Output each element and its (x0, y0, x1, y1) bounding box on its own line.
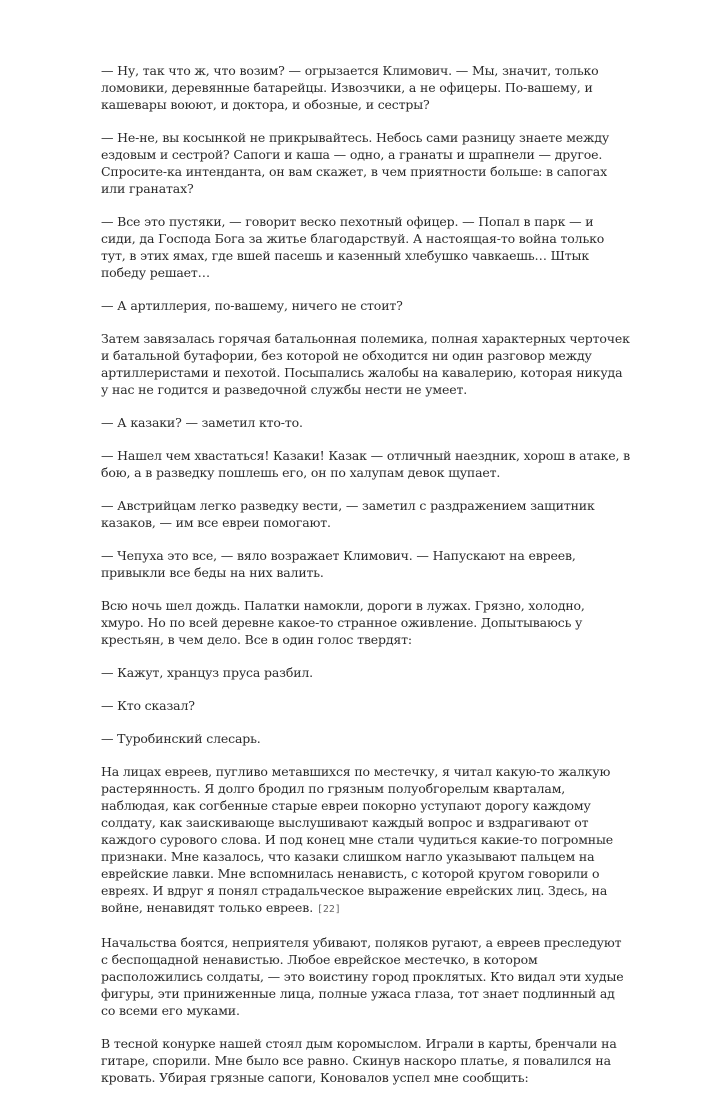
paragraph: — Кто сказал? (101, 698, 195, 713)
paragraph: — Кажут, хранцуз пруса разбил. (101, 665, 313, 680)
paragraph: — А артиллерия, по-вашему, ничего не стоит? (101, 298, 403, 313)
paragraph: — Нашел чем хвастаться! Казаки! Казак — отличный наездник, хорош в атаке, в бою, а в разведку пошлешь его, он по халупам девок щупает. (101, 448, 630, 480)
paragraph: Затем завязалась горячая батальонная полемика, полная характерных черточек и батальной бутафории, без которой не обходится ни один разговор между артиллеристами и пехотой. Посыпались жалобы на кавалерию, которая никуда у нас не годится и разведочной службы нести не умеет. (101, 331, 630, 397)
paragraph: — Чепуха это все, — вяло возражает Климович. — Напускают на евреев, привыкли все беды на них валить. (101, 548, 576, 580)
paragraph: Начальства боятся, неприятеля убивают, поляков ругают, а евреев преследуют с беспощадной ненавистью. Любое еврейское местечко, в котором расположились солдаты, — это воистину город проклятых. Кто видал эти худые фигуры, эти приниженные лица, полные ужаса глаза, тот знает подлинный ад со всеми его муками. (101, 935, 624, 1018)
paragraph-with-footnote (101, 763, 631, 918)
paragraph: В тесной конурке нашей стоял дым коромыслом. Играли в карты, бренчали на гитаре, спорили. Мне было все равно. Скинув наскоро платье, я повалился на кровать. Убирая грязные сапоги, Коновалов успел мне сообщить: (101, 1036, 617, 1085)
paragraph: — Не-не, вы косынкой не прикрывайтесь. Небось сами разницу знаете между ездовым и сестрой? Сапоги и каша — одно, а гранаты и шрапнели — другое. Спросите-ка интенданта, он вам скажет, в чем приятности больше: в сапогах или гранатах? (101, 130, 610, 196)
paragraph: Всю ночь шел дождь. Палатки намокли, дороги в лужах. Грязно, холодно, хмуро. Но по всей деревне какое-то странное оживление. Допытываюсь у крестьян, в чем дело. Все в один голос твердят: (101, 598, 585, 647)
paragraph-text: На лицах евреев, пугливо метавшихся по местечку, я читал какую-то жалкую растерянность. Я долго бродил по грязным полуобгорелым кварталам, наблюдая, как согбенные старые евреи покорно уступают дорогу каждому солдату, как заискивающе выслушивают каждый вопрос и вздрагивают от каждого сурового слова. И под конец мне стали чудиться какие-то погромные признаки. Мне казалось, что казаки слишком нагло указывают пальцем на еврейские лавки. Мне вспомнилась ненависть, с которой кругом говорили о евреях. И вдруг я понял страдальческое выражение еврейских лиц. Здесь, на войне, ненавидят только евреев. (101, 764, 614, 915)
footnote-link[interactable]: [22] (316, 904, 341, 915)
paragraph: — Ну, так что ж, что возим? — огрызается Климович. — Мы, значит, только ломовики, деревянные батарейцы. Извозчики, а не офицеры. По-вашему, и кашевары воюют, и доктора, и обозные, и сестры? (101, 63, 599, 112)
paragraph: — Все это пустяки, — говорит веско пехотный офицер. — Попал в парк — и сиди, да Господа Бога за житье благодарствуй. А настоящая-то война только тут, в этих ямах, где вшей пасешь и казенный хлебушко чавкаешь… Штык победу решает… (101, 214, 605, 280)
paragraph: — Туробинский слесарь. (101, 731, 261, 746)
paragraph: — Австрийцам легко разведку вести, — заметил с раздражением защитник казаков, — им все евреи помогают. (101, 498, 595, 530)
document-body (101, 62, 631, 1102)
paragraph: — А казаки? — заметил кто-то. (101, 415, 303, 430)
